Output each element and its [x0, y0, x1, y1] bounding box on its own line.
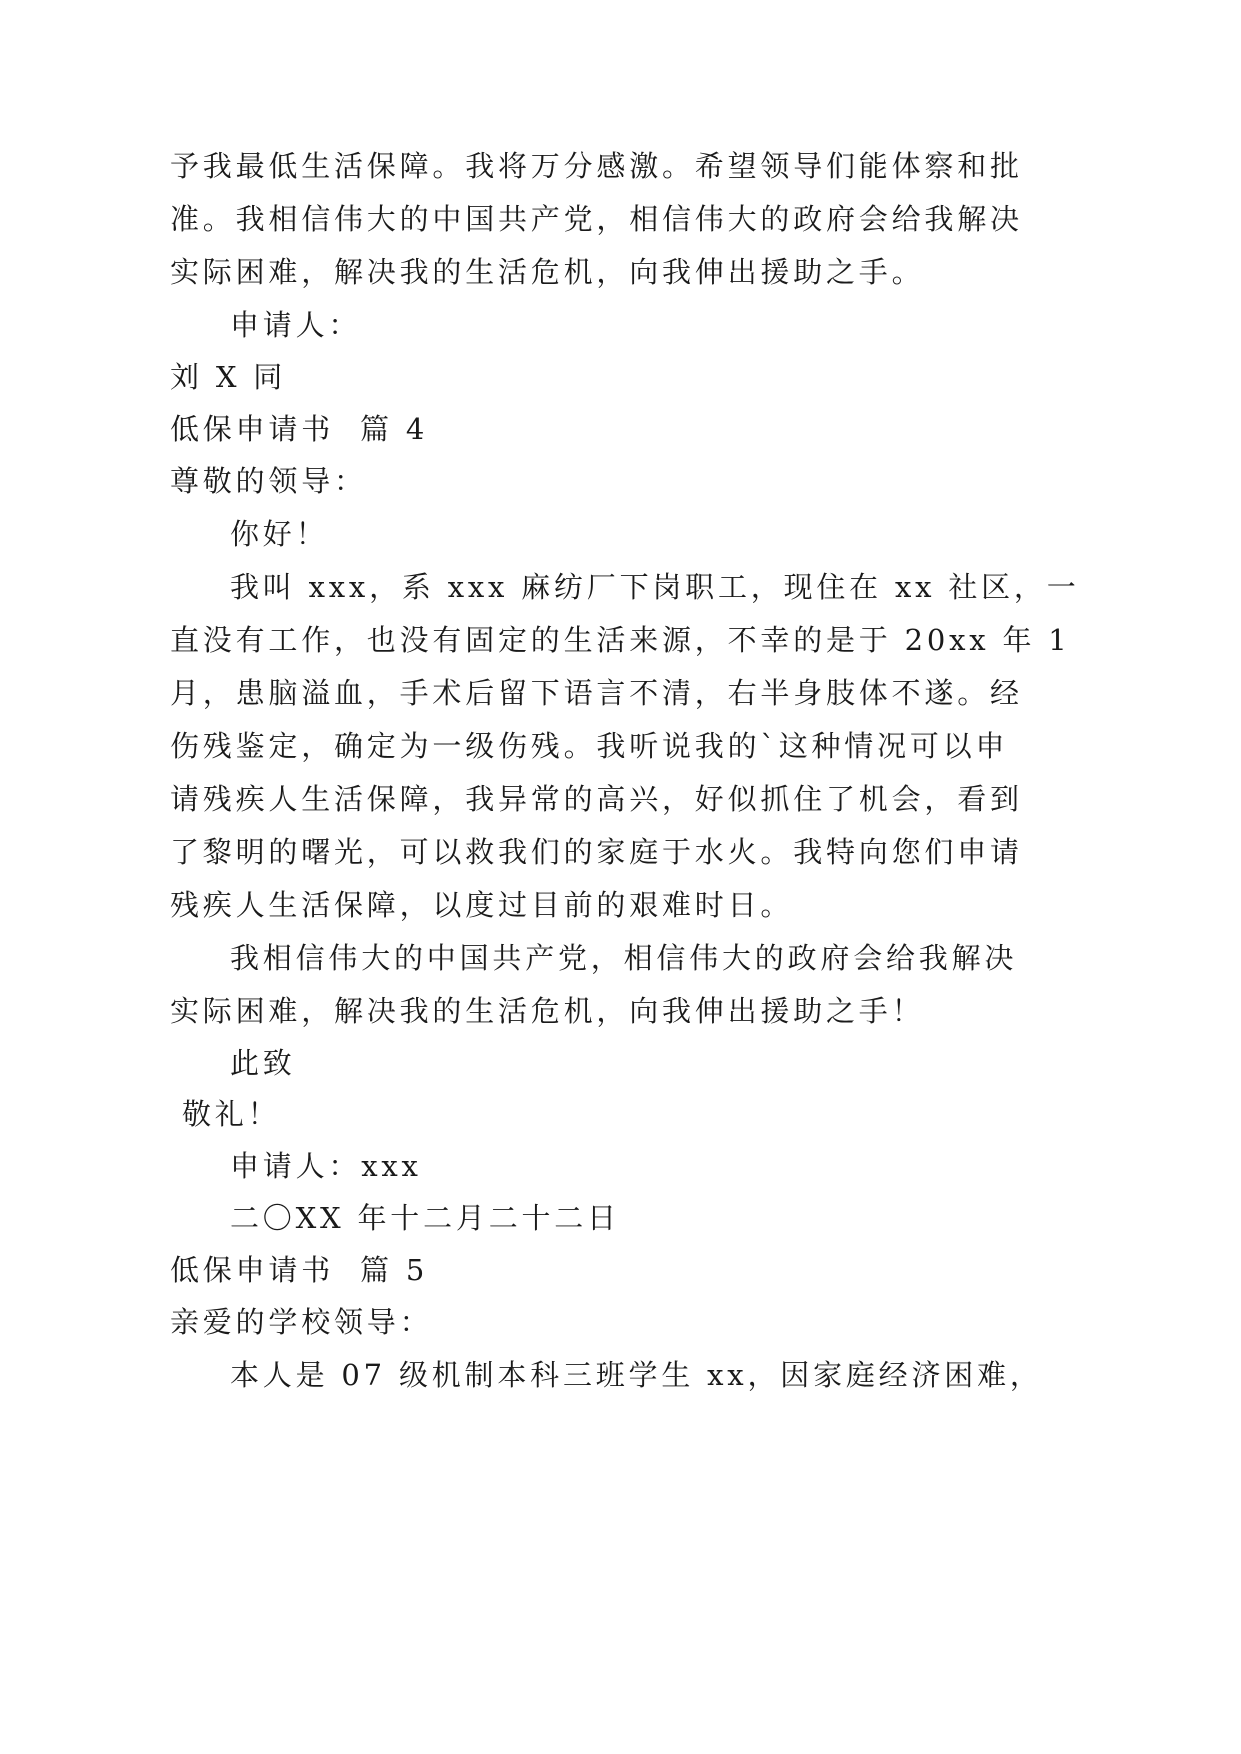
section-heading: 低保申请书 篇 4: [170, 412, 429, 446]
body-text-line: 实际困难，解决我的生活危机，向我伸出援助之手。: [170, 255, 925, 289]
greeting: 你好！: [230, 517, 329, 551]
body-text-line: 我相信伟大的中国共产党，相信伟大的政府会给我解决: [230, 941, 1018, 975]
body-text-line: 了黎明的曙光，可以救我们的家庭于水火。我特向您们申请: [170, 835, 1023, 869]
body-text-line: 请残疾人生活保障，我异常的高兴，好似抓住了机会，看到: [170, 782, 1023, 816]
salutation: 亲爱的学校领导：: [170, 1305, 433, 1339]
body-text-line: 残疾人生活保障，以度过目前的艰难时日。: [170, 888, 794, 922]
applicant-name: 刘 X 同: [170, 360, 287, 394]
body-text-line: 我叫 xxx，系 xxx 麻纺厂下岗职工，现住在 xx 社区，一: [230, 570, 1080, 604]
body-text-line: 月，患脑溢血，手术后留下语言不清，右半身肢体不遂。经: [170, 676, 1023, 710]
closing-line: 此致: [230, 1046, 296, 1080]
salutation: 尊敬的领导：: [170, 464, 367, 498]
applicant-label: 申请人：: [230, 308, 362, 342]
body-text-line: 实际困难，解决我的生活危机，向我伸出援助之手！: [170, 994, 925, 1028]
body-text-line: 本人是 07 级机制本科三班学生 xx，因家庭经济困难，: [230, 1358, 1043, 1392]
body-text-line: 准。我相信伟大的中国共产党，相信伟大的政府会给我解决: [170, 202, 1023, 236]
body-text-line: 伤残鉴定，确定为一级伤残。我听说我的`这种情况可以申: [170, 729, 1009, 763]
body-text-line: 予我最低生活保障。我将万分感激。希望领导们能体察和批: [170, 149, 1023, 183]
body-text-line: 直没有工作，也没有固定的生活来源，不幸的是于 20xx 年 1: [170, 623, 1071, 657]
signature-line: 申请人：xxx: [230, 1149, 422, 1183]
date-line: 二〇XX 年十二月二十二日: [230, 1201, 620, 1235]
section-heading: 低保申请书 篇 5: [170, 1253, 429, 1287]
closing-regards: 敬礼！: [182, 1097, 281, 1131]
